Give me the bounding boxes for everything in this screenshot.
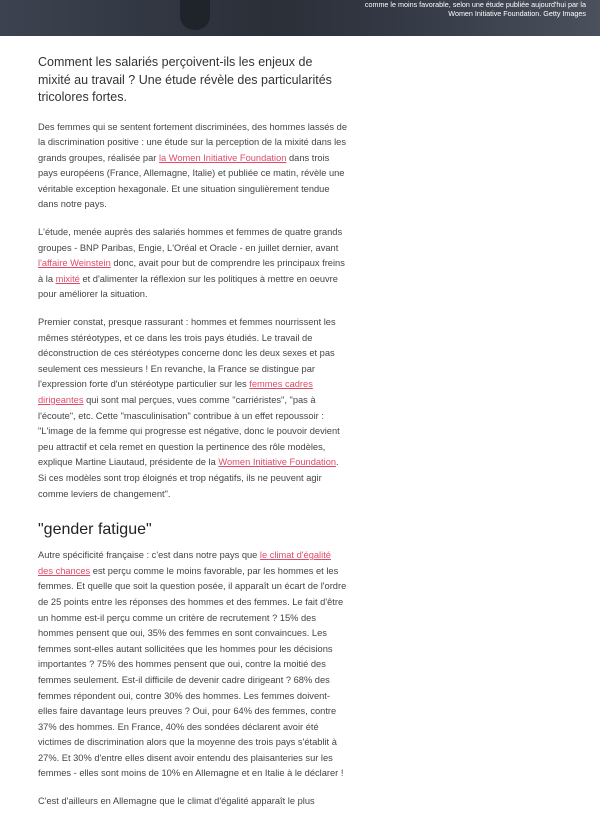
link-women-initiative-foundation-2[interactable]: Women Initiative Foundation (218, 457, 337, 468)
paragraph-1-text-a: Des femmes qui se sentent fortement discriminées, des hommes lassés de la discrimination positive : une étude sur la perception de la mixité dans les grands groupes, réalisée par (38, 121, 347, 163)
paragraph-3-text-b: qui sont mal perçues, vues comme "carriéristes", "pas à l'écoute", etc. Cette "masculinisation" contribue à un effet repoussoir : "L'image de la femme qui progresse est négative, donc le pouvoir devient peu attractif et cela remet en question la pertinence des rôle modèles, explique Martine Liautaud, présidente de la (38, 395, 340, 468)
paragraph-2 (38, 225, 348, 303)
paragraph-2-text-c: et d'alimenter la réflexion sur les politiques à mettre en oeuvre pour améliorer la situation. (38, 273, 338, 300)
article-body (38, 54, 348, 822)
link-mixite[interactable]: mixité (55, 273, 80, 284)
article-lead: Comment les salariés perçoivent-ils les enjeux de mixité au travail ? Une étude révèle des particularités tricolores fortes. (38, 55, 332, 104)
paragraph-1-text-b: dans trois pays européens (France, Allemagne, Italie) et publiée ce matin, révèle une véritable exception hexagonale. Et une situation singulièrement tendue dans notre pays. (38, 152, 345, 210)
paragraph-2-text-b: donc, avait pour but de comprendre les principaux freins à la (38, 258, 345, 284)
paragraph-2-text-a: L'étude, menée auprès des salariés hommes et femmes de quatre grands groupes - BNP Paribas, Engie, L'Oréal et Oracle - en juillet dernier, avant (38, 227, 343, 253)
paragraph-4 (38, 548, 348, 782)
paragraph-3-text-c: . Si ces modèles sont trop éloignés et trop négatifs, ils ne peuvent agir comme leviers de changement". (38, 457, 339, 499)
paragraph-4-text-a: Autre spécificité française : c'est dans notre pays que (38, 550, 260, 561)
link-climat-egalite-des-chances[interactable]: le climat d'égalité des chances (38, 550, 331, 576)
paragraph-3 (38, 315, 348, 502)
paragraph-3-text-a: Premier constat, presque rassurant : hommes et femmes nourrissent les mêmes stéréotypes, et ce dans les trois pays étudiés. Le travail de déconstruction de ces stéréotypes concerne donc les deux sexes et pas seulement ces messieurs ! En revanche, la France se distingue par l'expression forte d'un stéréotype particulier sur les (38, 317, 336, 390)
caption-line-2: Women Initiative Foundation. Getty Images (448, 9, 586, 18)
link-women-initiative-foundation[interactable]: la Women Initiative Foundation (158, 152, 287, 163)
paragraph-5: C'est d'ailleurs en Allemagne que le climat d'égalité apparaît le plus (38, 796, 315, 807)
hero-image (0, 0, 600, 36)
caption-line-1: comme le moins favorable, selon une étude publiée aujourd'hui par la (364, 0, 586, 9)
paragraph-1 (38, 120, 348, 214)
paragraph-4-text-b: est perçu comme le moins favorable, par les hommes et les femmes. Et quelle que soit la question posée, il apparaît un écart de l'ordre de 25 points entre les réponses des hommes et des femmes. Le fait d'être un homme est-il perçu comme un critère de recrutement ? 15% des hommes pensent que oui, 35% des femmes en sont convaincues. Les femmes sont-elles autant sollicitées que les hommes pour les décisions importantes ? 75% des hommes pensent que oui, contre la moitié des femmes seulement. Est-il difficile de devenir cadre dirigeant ? 68% des femmes répondent oui, contre 30% des hommes. Les femmes doivent-elles faire davantage leurs preuves ? Oui, pour 64% des femmes, contre 37% des hommes. En France, 40% des sondées déclarent avoir été victimes de discrimination alors que la moyenne des trois pays s'établit à 27%. Et 30% d'entre elles disent avoir entendu des plaisanteries sur les femmes - elles sont moins de 10% en Allemagne et en Italie à le déclarer ! (38, 565, 347, 779)
link-femmes-cadres-dirigeantes[interactable]: femmes cadres dirigeantes (38, 379, 313, 405)
hero-caption (306, 0, 586, 18)
section-heading-gender-fatigue: "gender fatigue" (38, 521, 152, 539)
hero-photo-silhouette (180, 0, 210, 30)
link-affaire-weinstein[interactable]: l'affaire Weinstein (38, 258, 111, 269)
